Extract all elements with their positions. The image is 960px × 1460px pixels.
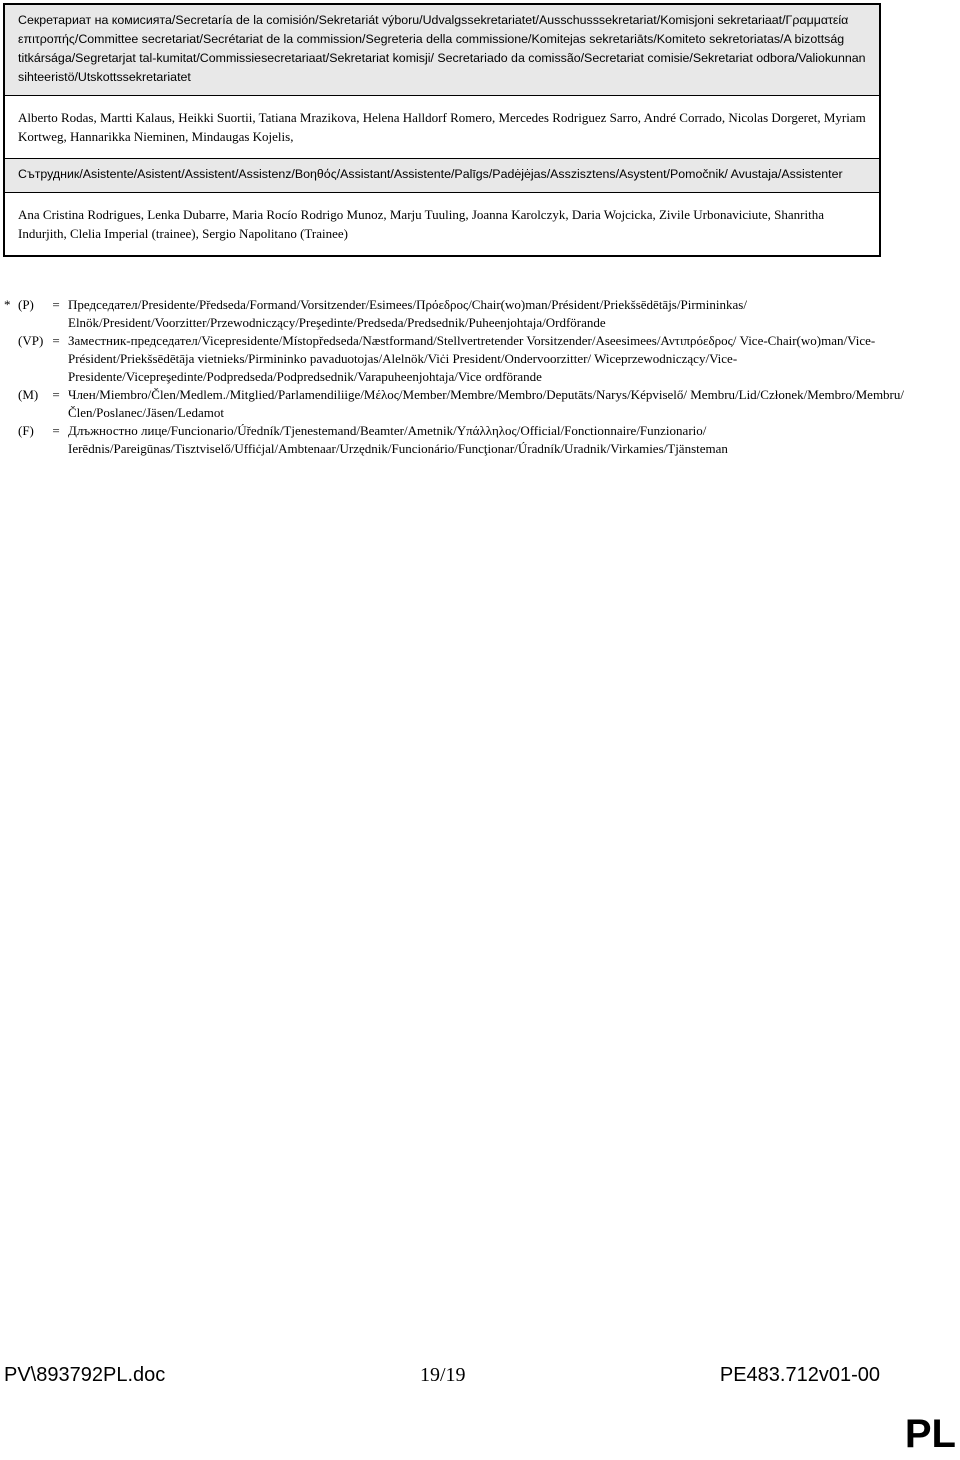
secretariat-names: Alberto Rodas, Martti Kalaus, Heikki Suortii, Tatiana Mrazikova, Helena Halldorf Romero, Mercedes Rodriguez Sarro, André Corrado, Nicolas Dorgeret, Myriam Kortweg, Hannarikka Nieminen, Mindaugas Kojelis, — [5, 96, 879, 159]
legend-item — [0, 296, 940, 332]
legend-definition: Член/Miembro/Člen/Medlem./Mitglied/Parlamendiliige/Μέλος/Member/Membre/Membro/Deputāts/Narys/Képviselő/ Membru/Lid/Członek/Membro/Membru/Člen/Poslanec/Jäsen/Ledamot — [68, 387, 904, 420]
document-reference: PV\893792PL.doc — [4, 1364, 166, 1386]
legend-definition: Председател/Presidente/Předseda/Formand/Vorsitzender/Esimees/Πρόεδρος/Chair(wo)man/Président/Priekšsēdētājs/Pirmininkas/ Elnök/President/Voorzitter/Przewodniczący/Preşedinte/Predseda/Predsednik/Puheenjohtaja/Ordförande — [68, 297, 747, 330]
page-footer — [4, 1364, 880, 1394]
legend-equals: = — [52, 423, 60, 438]
legend-abbr: (P) — [18, 297, 34, 312]
language-code: PL — [904, 1412, 956, 1456]
legend-abbr: (M) — [18, 387, 39, 402]
role-legend — [0, 296, 940, 458]
assistants-heading: Сътрудник/Asistente/Asistent/Assistent/Assistenz/Βοηθός/Assistant/Assistente/Palīgs/Padėjėjas/Asszisztens/Asystent/Pomočnik/ Avustaja/Assistenter — [5, 159, 879, 193]
secretariat-heading: Секретариат на комисията/Secretaría de la comisión/Sekretariát výboru/Udvalgssekretariatet/Ausschusssekretariat/Komisjoni sekretariaat/Γραμματεία επιτροπής/Committee secretariat/Secrétariat de la commission/Segreteria della commissione/Komitejas sekretariāts/Komiteto sekretoriatas/A bizottság titkársága/Segretarjat tal-kumitat/Commissiesecretariaat/Sekretariat komisji/ Secretariado da comissão/Secretariat comisie/Sekretariat odbora/Valiokunnan sihteeristö/Utskottssekretariatet — [5, 5, 879, 96]
pe-reference: PE483.712v01-00 — [719, 1364, 880, 1386]
legend-item — [0, 422, 940, 458]
legend-definition: Длъжностно лице/Funcionario/Úředník/Tjenestemand/Beamter/Ametnik/Υπάλληλος/Official/Fonctionnaire/Funzionario/ Ierēdnis/Pareigūnas/Tisztviselő/Uffiċjal/Ambtenaar/Urzędnik/Funcionário/Funcţionar/Úradník/Uradnik/Virkamies/Tjänsteman — [68, 423, 728, 456]
legend-equals: = — [52, 387, 60, 402]
legend-equals: = — [52, 333, 60, 348]
page-number: 19/19 — [420, 1364, 466, 1386]
legend-definition: Заместник-председател/Vicepresidente/Místopředseda/Næstformand/Stellvertretender Vorsitzender/Aseesimees/Αντιπρόεδρος/ Vice-Chair(wo)man/Vice-Président/Priekšsēdētāja vietnieks/Pirmininko pavaduotojas/Alelnök/Viċi President/Ondervoorzitter/ Wiceprzewodniczący/Vice-Presidente/Vicepreşedinte/Podpredseda/Podpredsednik/Varapuheenjohtaja/Vice ordförande — [68, 333, 876, 384]
legend-item — [0, 386, 940, 422]
legend-abbr: (VP) — [18, 333, 44, 348]
legend-abbr: (F) — [18, 423, 34, 438]
legend-asterisk: * — [4, 297, 11, 312]
secretariat-table — [3, 3, 881, 257]
legend-item — [0, 332, 940, 386]
assistants-names: Ana Cristina Rodrigues, Lenka Dubarre, Maria Rocío Rodrigo Munoz, Marju Tuuling, Joanna Karolczyk, Daria Wojcicka, Zivile Urbonaviciute, Shanritha Indurjith, Clelia Imperial (trainee), Sergio Napolitano (Trainee) — [18, 207, 824, 241]
legend-equals: = — [52, 297, 60, 312]
